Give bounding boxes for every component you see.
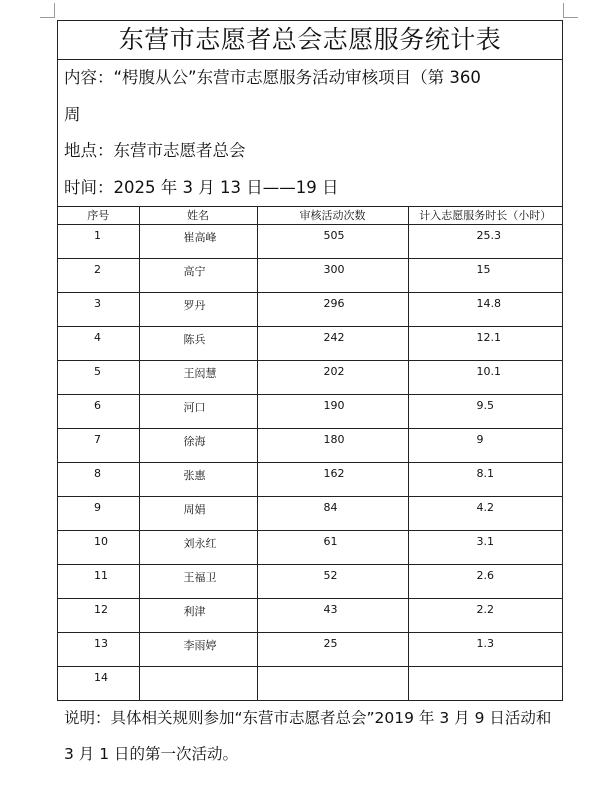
cell-hours bbox=[408, 531, 562, 565]
cell-no-text: 5 bbox=[94, 365, 101, 378]
table-row bbox=[58, 361, 562, 395]
statistics-table-document bbox=[57, 20, 563, 701]
cell-count-text: 300 bbox=[323, 263, 345, 276]
cell-name-text: 陈兵 bbox=[183, 333, 206, 346]
cell-name bbox=[139, 531, 257, 565]
cell-no-text: 6 bbox=[94, 399, 101, 412]
cell-name-text: 张惠 bbox=[183, 469, 206, 482]
cell-name-text: 崔高峰 bbox=[183, 231, 217, 244]
cell-count bbox=[257, 633, 408, 667]
cell-count-text: 52 bbox=[323, 569, 338, 582]
header-no: 序号 bbox=[58, 207, 139, 225]
cell-count-text: 84 bbox=[323, 501, 338, 514]
cell-name bbox=[139, 633, 257, 667]
cell-name bbox=[139, 599, 257, 633]
cell-count bbox=[257, 327, 408, 361]
cell-hours-text: 12.1 bbox=[476, 331, 501, 344]
cell-no bbox=[58, 667, 139, 701]
cell-no-text: 3 bbox=[94, 297, 101, 310]
cell-hours-text: 14.8 bbox=[476, 297, 501, 310]
cell-hours-text bbox=[409, 667, 563, 671]
cell-no-text: 9 bbox=[94, 501, 101, 514]
cell-count-text: 25 bbox=[323, 637, 338, 650]
cell-no bbox=[58, 361, 139, 395]
cell-name-text: 王福卫 bbox=[183, 571, 217, 584]
cell-count-text: 43 bbox=[323, 603, 338, 616]
cell-no-text: 11 bbox=[94, 569, 108, 582]
table-row bbox=[58, 225, 562, 259]
cell-no-text: 12 bbox=[94, 603, 108, 616]
cell-hours-text: 3.1 bbox=[476, 535, 494, 548]
cell-no bbox=[58, 225, 139, 259]
cell-hours bbox=[408, 565, 562, 599]
cell-hours bbox=[408, 667, 562, 701]
table-row bbox=[58, 531, 562, 565]
cell-no-text: 1 bbox=[94, 229, 101, 242]
volunteer-hours-table bbox=[58, 207, 562, 700]
cell-count bbox=[257, 361, 408, 395]
cell-hours-text: 4.2 bbox=[476, 501, 494, 514]
cell-name bbox=[139, 565, 257, 599]
table-row bbox=[58, 429, 562, 463]
cell-count-text: 61 bbox=[323, 535, 338, 548]
cell-name-text: 高宁 bbox=[183, 265, 206, 278]
time-line: 时间：2025 年 3 月 13 日——19 日 bbox=[64, 177, 339, 197]
cell-no bbox=[58, 395, 139, 429]
cell-count bbox=[257, 293, 408, 327]
document-title: 东营市志愿者总会志愿服务统计表 bbox=[58, 21, 562, 60]
cell-count-text: 242 bbox=[323, 331, 345, 344]
cell-hours bbox=[408, 497, 562, 531]
info-block bbox=[58, 60, 562, 207]
cell-no bbox=[58, 327, 139, 361]
cell-count-text: 296 bbox=[323, 297, 345, 310]
cell-hours bbox=[408, 395, 562, 429]
table-row bbox=[58, 599, 562, 633]
table-row bbox=[58, 667, 562, 701]
cell-count-text: 505 bbox=[323, 229, 345, 242]
cell-count bbox=[257, 395, 408, 429]
cell-name-text: 周娟 bbox=[183, 503, 206, 516]
cell-hours-text: 8.1 bbox=[476, 467, 494, 480]
cell-no bbox=[58, 497, 139, 531]
table-row bbox=[58, 463, 562, 497]
page-corner-mark-left bbox=[40, 3, 55, 18]
header-name: 姓名 bbox=[139, 207, 257, 225]
cell-name-text: 刘永红 bbox=[183, 537, 217, 550]
content-line-continued: 周 bbox=[64, 104, 81, 124]
cell-hours-text: 9.5 bbox=[476, 399, 494, 412]
cell-hours-text: 9 bbox=[476, 433, 484, 446]
cell-hours bbox=[408, 293, 562, 327]
table-row bbox=[58, 259, 562, 293]
cell-hours bbox=[408, 361, 562, 395]
cell-no-text: 14 bbox=[94, 671, 108, 684]
cell-count bbox=[257, 667, 408, 701]
cell-hours-text: 1.3 bbox=[476, 637, 494, 650]
cell-count-text: 202 bbox=[323, 365, 345, 378]
cell-hours-text: 25.3 bbox=[476, 229, 501, 242]
table-row bbox=[58, 395, 562, 429]
header-hours: 计入志愿服务时长（小时） bbox=[408, 207, 562, 225]
cell-count bbox=[257, 225, 408, 259]
cell-name bbox=[139, 259, 257, 293]
cell-name bbox=[139, 293, 257, 327]
cell-no bbox=[58, 259, 139, 293]
note-text: 说明：具体相关规则参加“东营市志愿者总会”2019 年 3 月 9 日活动和 3 月 1 日的第一次活动。 bbox=[64, 709, 552, 763]
cell-no bbox=[58, 599, 139, 633]
cell-hours bbox=[408, 429, 562, 463]
cell-hours bbox=[408, 259, 562, 293]
cell-count bbox=[257, 463, 408, 497]
cell-name-text: 王闳慧 bbox=[183, 367, 217, 380]
cell-no bbox=[58, 463, 139, 497]
cell-name-text: 徐海 bbox=[183, 435, 206, 448]
cell-count bbox=[257, 599, 408, 633]
cell-hours bbox=[408, 633, 562, 667]
cell-no-text: 7 bbox=[94, 433, 101, 446]
cell-hours-text: 15 bbox=[476, 263, 491, 276]
cell-name bbox=[139, 361, 257, 395]
table-body bbox=[58, 225, 562, 701]
cell-count bbox=[257, 565, 408, 599]
cell-name bbox=[139, 395, 257, 429]
cell-count-text: 162 bbox=[323, 467, 345, 480]
table-row bbox=[58, 497, 562, 531]
cell-hours bbox=[408, 327, 562, 361]
cell-count bbox=[257, 531, 408, 565]
cell-name bbox=[139, 463, 257, 497]
cell-name-text: 李雨婷 bbox=[183, 639, 217, 652]
cell-count bbox=[257, 497, 408, 531]
location-line: 地点：东营市志愿者总会 bbox=[64, 141, 246, 160]
cell-count bbox=[257, 429, 408, 463]
cell-name-text: 利津 bbox=[183, 605, 206, 618]
cell-hours-text: 2.2 bbox=[476, 603, 494, 616]
cell-name bbox=[139, 225, 257, 259]
cell-no bbox=[58, 531, 139, 565]
cell-count-text: 190 bbox=[323, 399, 345, 412]
cell-no-text: 2 bbox=[94, 263, 101, 276]
cell-no bbox=[58, 293, 139, 327]
cell-name bbox=[139, 429, 257, 463]
page-corner-mark-right bbox=[563, 3, 578, 18]
cell-name-text bbox=[140, 667, 257, 671]
cell-name-text: 河口 bbox=[183, 401, 206, 414]
cell-no-text: 8 bbox=[94, 467, 101, 480]
cell-no-text: 13 bbox=[94, 637, 108, 650]
cell-no-text: 4 bbox=[94, 331, 101, 344]
cell-name bbox=[139, 327, 257, 361]
header-count: 审核活动次数 bbox=[257, 207, 408, 225]
cell-count-text: 180 bbox=[323, 433, 345, 446]
cell-count bbox=[257, 259, 408, 293]
table-row bbox=[58, 565, 562, 599]
cell-hours bbox=[408, 463, 562, 497]
cell-hours bbox=[408, 225, 562, 259]
table-header-row bbox=[58, 207, 562, 225]
cell-hours bbox=[408, 599, 562, 633]
content-line: 内容：“枵腹从公”东营市志愿服务活动审核项目（第 360 bbox=[64, 68, 481, 87]
cell-name-text: 罗丹 bbox=[183, 299, 206, 312]
table-row bbox=[58, 327, 562, 361]
table-row bbox=[58, 293, 562, 327]
cell-hours-text: 2.6 bbox=[476, 569, 494, 582]
table-row bbox=[58, 633, 562, 667]
cell-no bbox=[58, 429, 139, 463]
cell-no bbox=[58, 633, 139, 667]
cell-name bbox=[139, 497, 257, 531]
cell-no-text: 10 bbox=[94, 535, 108, 548]
cell-hours-text: 10.1 bbox=[476, 365, 501, 378]
cell-name bbox=[139, 667, 257, 701]
cell-count-text bbox=[258, 667, 408, 671]
cell-no bbox=[58, 565, 139, 599]
